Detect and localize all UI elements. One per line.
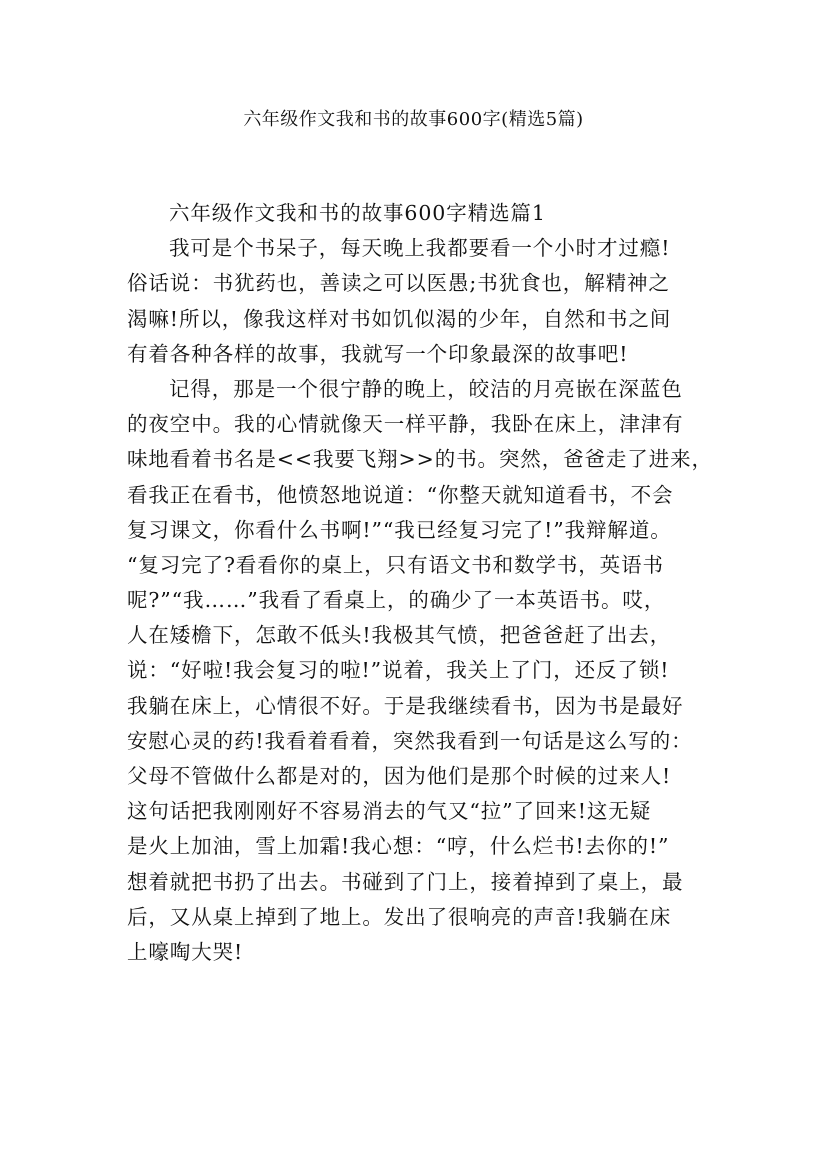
text-line: 味地看着书名是<<我要飞翔>>的书。突然，爸爸走了进来，: [127, 447, 713, 472]
text-line: “复习完了?看看你的桌上，只有语文书和数学书，英语书: [127, 552, 664, 577]
text-line: 是火上加油，雪上加霜!我心想：“哼，什么烂书!去你的!”: [127, 834, 670, 859]
text-line: 俗话说：书犹药也，善读之可以医愚;书犹食也，解精神之: [127, 271, 670, 296]
text-line: 想着就把书扔了出去。书碰到了门上，接着掉到了桌上，最: [127, 869, 684, 894]
text-line: 复习课文，你看什么书啊!”“我已经复习完了!”我辩解道。: [127, 517, 672, 542]
text-line: 上嚎啕大哭!: [127, 939, 244, 964]
section-heading: 六年级作文我和书的故事600字精选篇1: [169, 201, 546, 225]
text-line: 的夜空中。我的心情就像天一样平静，我卧在床上，津津有: [127, 412, 684, 437]
text-line: 我躺在床上，心情很不好。于是我继续看书，因为书是最好: [127, 693, 684, 718]
text-line: 后，又从桌上掉到了地上。发出了很响亮的声音!我躺在床: [127, 904, 672, 929]
text-line: 我可是个书呆子，每天晚上我都要看一个小时才过瘾!: [169, 236, 671, 261]
text-line: 呢?”“我……”我看了看桌上，的确少了一本英语书。哎，: [127, 588, 666, 613]
text-line: 人在矮檐下，怎敢不低头!我极其气愤，把爸爸赶了出去，: [127, 623, 672, 648]
text-line: 这句话把我刚刚好不容易消去的气又“拉”了回来!这无疑: [127, 799, 652, 824]
text-line: 有着各种各样的故事，我就写一个印象最深的故事吧!: [127, 341, 629, 366]
text-line: 渴嘛!所以，像我这样对书如饥似渴的少年，自然和书之间: [127, 306, 672, 331]
text-line: 记得，那是一个很宁静的晚上，皎洁的月亮嵌在深蓝色: [169, 376, 683, 401]
text-line: 说：“好啦!我会复习的啦!”说着，我关上了门，还反了锁!: [127, 658, 670, 683]
text-line: 安慰心灵的药!我看着看着，突然我看到一句话是这么写的：: [127, 728, 693, 753]
text-line: 看我正在看书，他愤怒地说道：“你整天就知道看书，不会: [127, 482, 674, 507]
text-line: 父母不管做什么都是对的，因为他们是那个时候的过来人!: [127, 764, 672, 788]
document-body: [127, 196, 737, 970]
document-title: 六年级作文我和书的故事600字(精选5篇): [243, 109, 584, 130]
